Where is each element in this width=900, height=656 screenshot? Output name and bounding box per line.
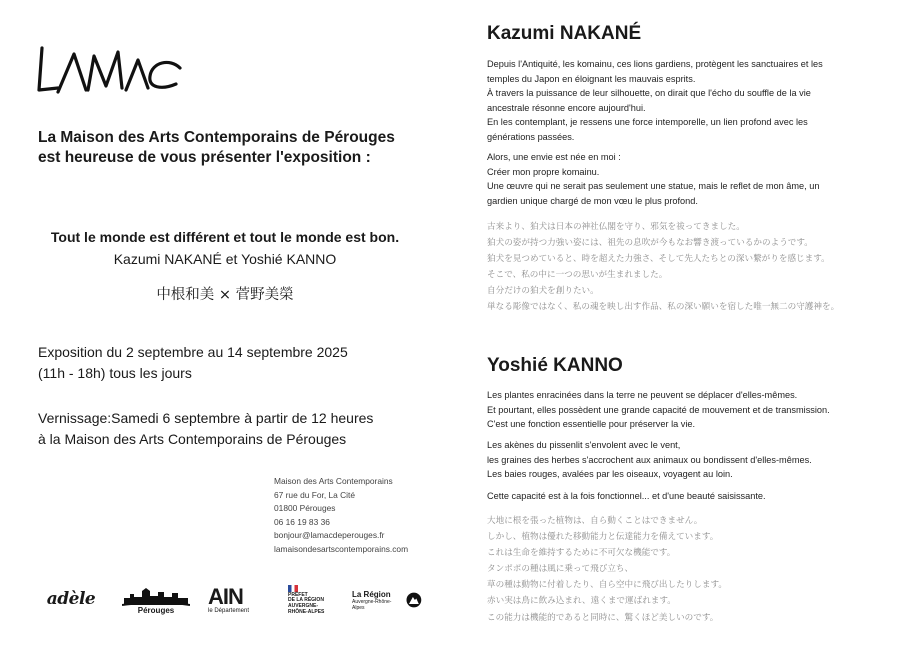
adele-text: adèle	[46, 589, 96, 609]
address-phone: 06 16 19 83 36	[274, 516, 330, 527]
jp-line: 単なる彫像ではなく、私の魂を映し出す作品、私の深い願いを宿した唯一無二の守護神を。	[487, 302, 840, 313]
region-text: La Région	[352, 589, 391, 599]
address-name: Maison des Arts Contemporains	[274, 476, 393, 486]
address-email[interactable]: bonjour@lamacdeperouges.fr	[274, 530, 385, 541]
text-line: Alors, une envie est née en moi :	[487, 152, 621, 162]
prefet-line: RHÔNE-ALPES	[288, 608, 325, 615]
exhibition-artists: Kazumi NAKANÉ et Yoshié KANNO	[113, 251, 337, 267]
text-line: gardien unique chargé de mon vœu le plus profond.	[487, 195, 698, 206]
address-block	[274, 475, 454, 557]
yoshie-para-3: Cette capacité est à la fois fonctionnel... et d'une beauté saisissante.	[487, 491, 766, 501]
perouges-logo	[120, 582, 192, 618]
ain-text: AIN	[208, 584, 243, 609]
jp-line: 古来より、狛犬は日本の神社仏閣を守り、邪気を祓ってきました。	[487, 222, 745, 232]
adele-logo	[36, 588, 106, 610]
jp-line: 狛犬の姿が持つ力強い姿には、祖先の息吹が今もなお響き渡っているかのようです。	[487, 238, 813, 249]
region-sub: Auvergne-Rhône-Alpes	[352, 598, 392, 611]
intro-line: est heureuse de vous présenter l'exposition :	[38, 149, 371, 166]
prefet-line: PRÉFET	[288, 591, 308, 598]
exhibition-title: Tout le monde est différent et tout le monde est bon.	[50, 229, 400, 245]
yoshie-japanese-text	[487, 513, 877, 626]
text-line: générations passées.	[487, 131, 575, 142]
exhibition-artists-jp: 中根和美 × 菅野美榮	[156, 287, 294, 303]
marianne-icon	[288, 585, 298, 592]
prefet-logo	[288, 580, 338, 620]
jp-line: これは生命を維持するために不可欠な機能です。	[487, 548, 676, 559]
dates-line: Exposition du 2 septembre au 14 septembre 2025	[38, 344, 348, 360]
jp-line: そこで、私の中に一つの思いが生まれました。	[487, 270, 668, 281]
perouges-skyline-icon	[122, 586, 190, 606]
exhibition-dates	[38, 342, 438, 384]
text-line: temples du Japon en éloignant les mauvais esprits.	[487, 73, 696, 84]
jp-line: しかし、植物は優れた移動能力と伝達能力を備えています。	[487, 532, 719, 543]
kazumi-heading: Kazumi NAKANÉ	[487, 23, 642, 44]
yoshie-para-1	[487, 388, 865, 432]
text-line: À travers la puissance de leur silhouette, on dirait que l'écho du souffle de la vie	[487, 88, 811, 98]
jp-line: 草の種は動物に付着したり、自ら空中に飛び出したりします。	[487, 580, 727, 591]
text-line: Créer mon propre komainu.	[487, 166, 600, 177]
vernissage-line: Vernissage:Samedi 6 septembre à partir de 12 heures	[38, 410, 374, 426]
lamac-logo	[34, 40, 184, 106]
jp-line: 自分だけの狛犬を創りたい。	[487, 286, 599, 297]
prefet-line: DE LA RÉGION	[288, 597, 324, 604]
kazumi-japanese-text	[487, 219, 877, 316]
jp-line: 狛犬を見つめていると、時を超えた力強さ、そして先人たちとの深い繋がりを感じます。	[487, 254, 830, 265]
intro-text	[38, 128, 438, 168]
prefet-line: AUVERGNE-	[288, 603, 319, 609]
intro-line: La Maison des Arts Contemporains de Pérouges	[38, 129, 395, 146]
text-line: Les plantes enracinées dans la terre ne peuvent se déplacer d'elles-mêmes.	[487, 390, 798, 400]
yoshie-heading: Yoshié KANNO	[487, 355, 623, 376]
ain-logo	[208, 582, 270, 618]
perouges-text: Pérouges	[137, 605, 175, 615]
jp-line: 赤い実は鳥に飲み込まれ、遠くまで運ばれます。	[487, 596, 676, 607]
text-line: ancestrale résonne encore aujourd'hui.	[487, 102, 646, 113]
kazumi-para-1	[487, 57, 865, 144]
jp-line: この能力は機能的であると同時に、驚くほど美しいのです。	[487, 612, 719, 623]
address-city: 01800 Pérouges	[274, 503, 336, 514]
kazumi-para-2	[487, 150, 865, 208]
vernissage-line: à la Maison des Arts Contemporains de Pérouges	[38, 431, 347, 447]
jp-line: 大地に根を張った植物は、自ら動くことはできません。	[487, 516, 703, 526]
text-line: Les akènes du pissenlit s'envolent avec le vent,	[487, 440, 681, 450]
text-line: Et pourtant, elles possèdent une grande capacité de mouvement et de transmission.	[487, 404, 830, 415]
text-line: C'est une fonction essentielle pour préserver la vie.	[487, 419, 696, 429]
address-street: 67 rue du For, La Cité	[274, 489, 356, 500]
text-line: les graines des herbes s'accrochent aux animaux ou bondissent d'elles-mêmes.	[487, 454, 812, 465]
text-line: Les baies rouges, avalées par les oiseaux, voyagent au loin.	[487, 469, 733, 479]
yoshie-para-2	[487, 438, 865, 482]
text-line: Depuis l'Antiquité, les komainu, ces lions gardiens, protègent les sanctuaires et les	[487, 59, 823, 69]
partner-logos	[36, 578, 422, 620]
address-website[interactable]: lamaisondesartscontemporains.com	[274, 543, 409, 554]
text-line: Une œuvre qui ne serait pas seulement une statue, mais le reflet de mon âme, un	[487, 181, 820, 191]
hours-line: (11h - 18h) tous les jours	[38, 365, 192, 381]
region-logo	[352, 584, 422, 616]
text-line: En les contemplant, je ressens une force intemporelle, un lien profond avec les	[487, 117, 808, 127]
vernissage	[38, 408, 438, 450]
region-mountain-icon	[406, 592, 422, 608]
ain-sub: le Département	[208, 608, 250, 614]
jp-line: タンポポの種は風に乗って飛び立ち、	[487, 564, 634, 575]
